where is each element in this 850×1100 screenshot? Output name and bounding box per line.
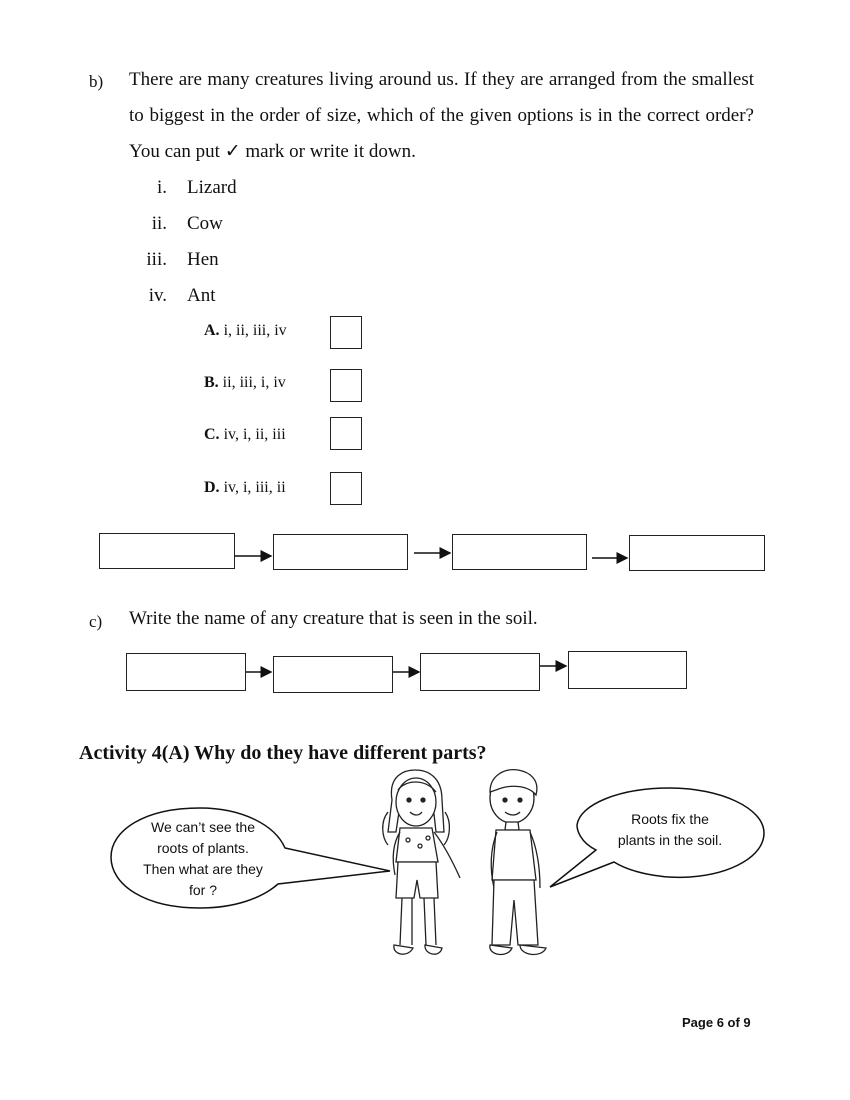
girl-speech-line-4: for ? [188, 882, 217, 898]
boy-speech-line-1: Roots fix the [631, 811, 709, 827]
item-name-hen: Hen [187, 249, 219, 270]
option-d-order: iv, i, iii, ii [223, 479, 286, 496]
item-name-lizard: Lizard [187, 177, 237, 198]
option-c-order: iv, i, ii, iii [223, 426, 286, 443]
option-b-order: ii, iii, i, iv [222, 374, 286, 391]
girl-speech-text [132, 817, 274, 901]
question-c-text: Write the name of any creature that is seen in the soil. [129, 608, 538, 629]
check-mark-icon: ✓ [224, 141, 241, 162]
question-c-label: c) [89, 612, 103, 631]
question-b-text-part2: mark or write it down. [240, 141, 416, 162]
page-number-of: of [723, 1015, 744, 1030]
boy-speech-line-2: plants in the soil. [617, 832, 723, 848]
question-b-label: b) [89, 72, 104, 91]
activity-heading: Activity 4(A) Why do they have different parts? [79, 742, 487, 764]
option-a-order: i, ii, iii, iv [223, 322, 287, 339]
girl-speech-line-1: We can’t see the [150, 819, 256, 835]
option-c-letter: C. [204, 426, 220, 443]
item-numeral-3: iii. [146, 249, 167, 270]
page-total: 9 [743, 1015, 751, 1030]
item-numeral-4: iv. [148, 285, 167, 306]
boy-speech-text [600, 809, 740, 851]
girl-speech-line-3: Then what are they [143, 861, 263, 877]
boy-figure [490, 770, 546, 955]
question-b-text-part1: There are many creatures living around us. If they are arranged from the smallest to biggest in the order of size, which of the given options is in the correct order? You can put [129, 69, 754, 162]
girl-figure [383, 770, 460, 954]
item-numeral-1: i. [156, 177, 167, 198]
option-d-letter: D. [204, 479, 220, 496]
page-number-prefix: Page [682, 1015, 717, 1030]
option-b-letter: B. [204, 374, 219, 391]
item-numeral-2: ii. [151, 213, 167, 234]
girl-speech-line-2: roots of plants. [157, 840, 249, 856]
page-number [682, 1015, 751, 1030]
item-name-ant: Ant [187, 285, 216, 306]
page-current: 6 [716, 1015, 724, 1030]
item-name-cow: Cow [187, 213, 223, 234]
option-a-letter: A. [204, 322, 220, 339]
